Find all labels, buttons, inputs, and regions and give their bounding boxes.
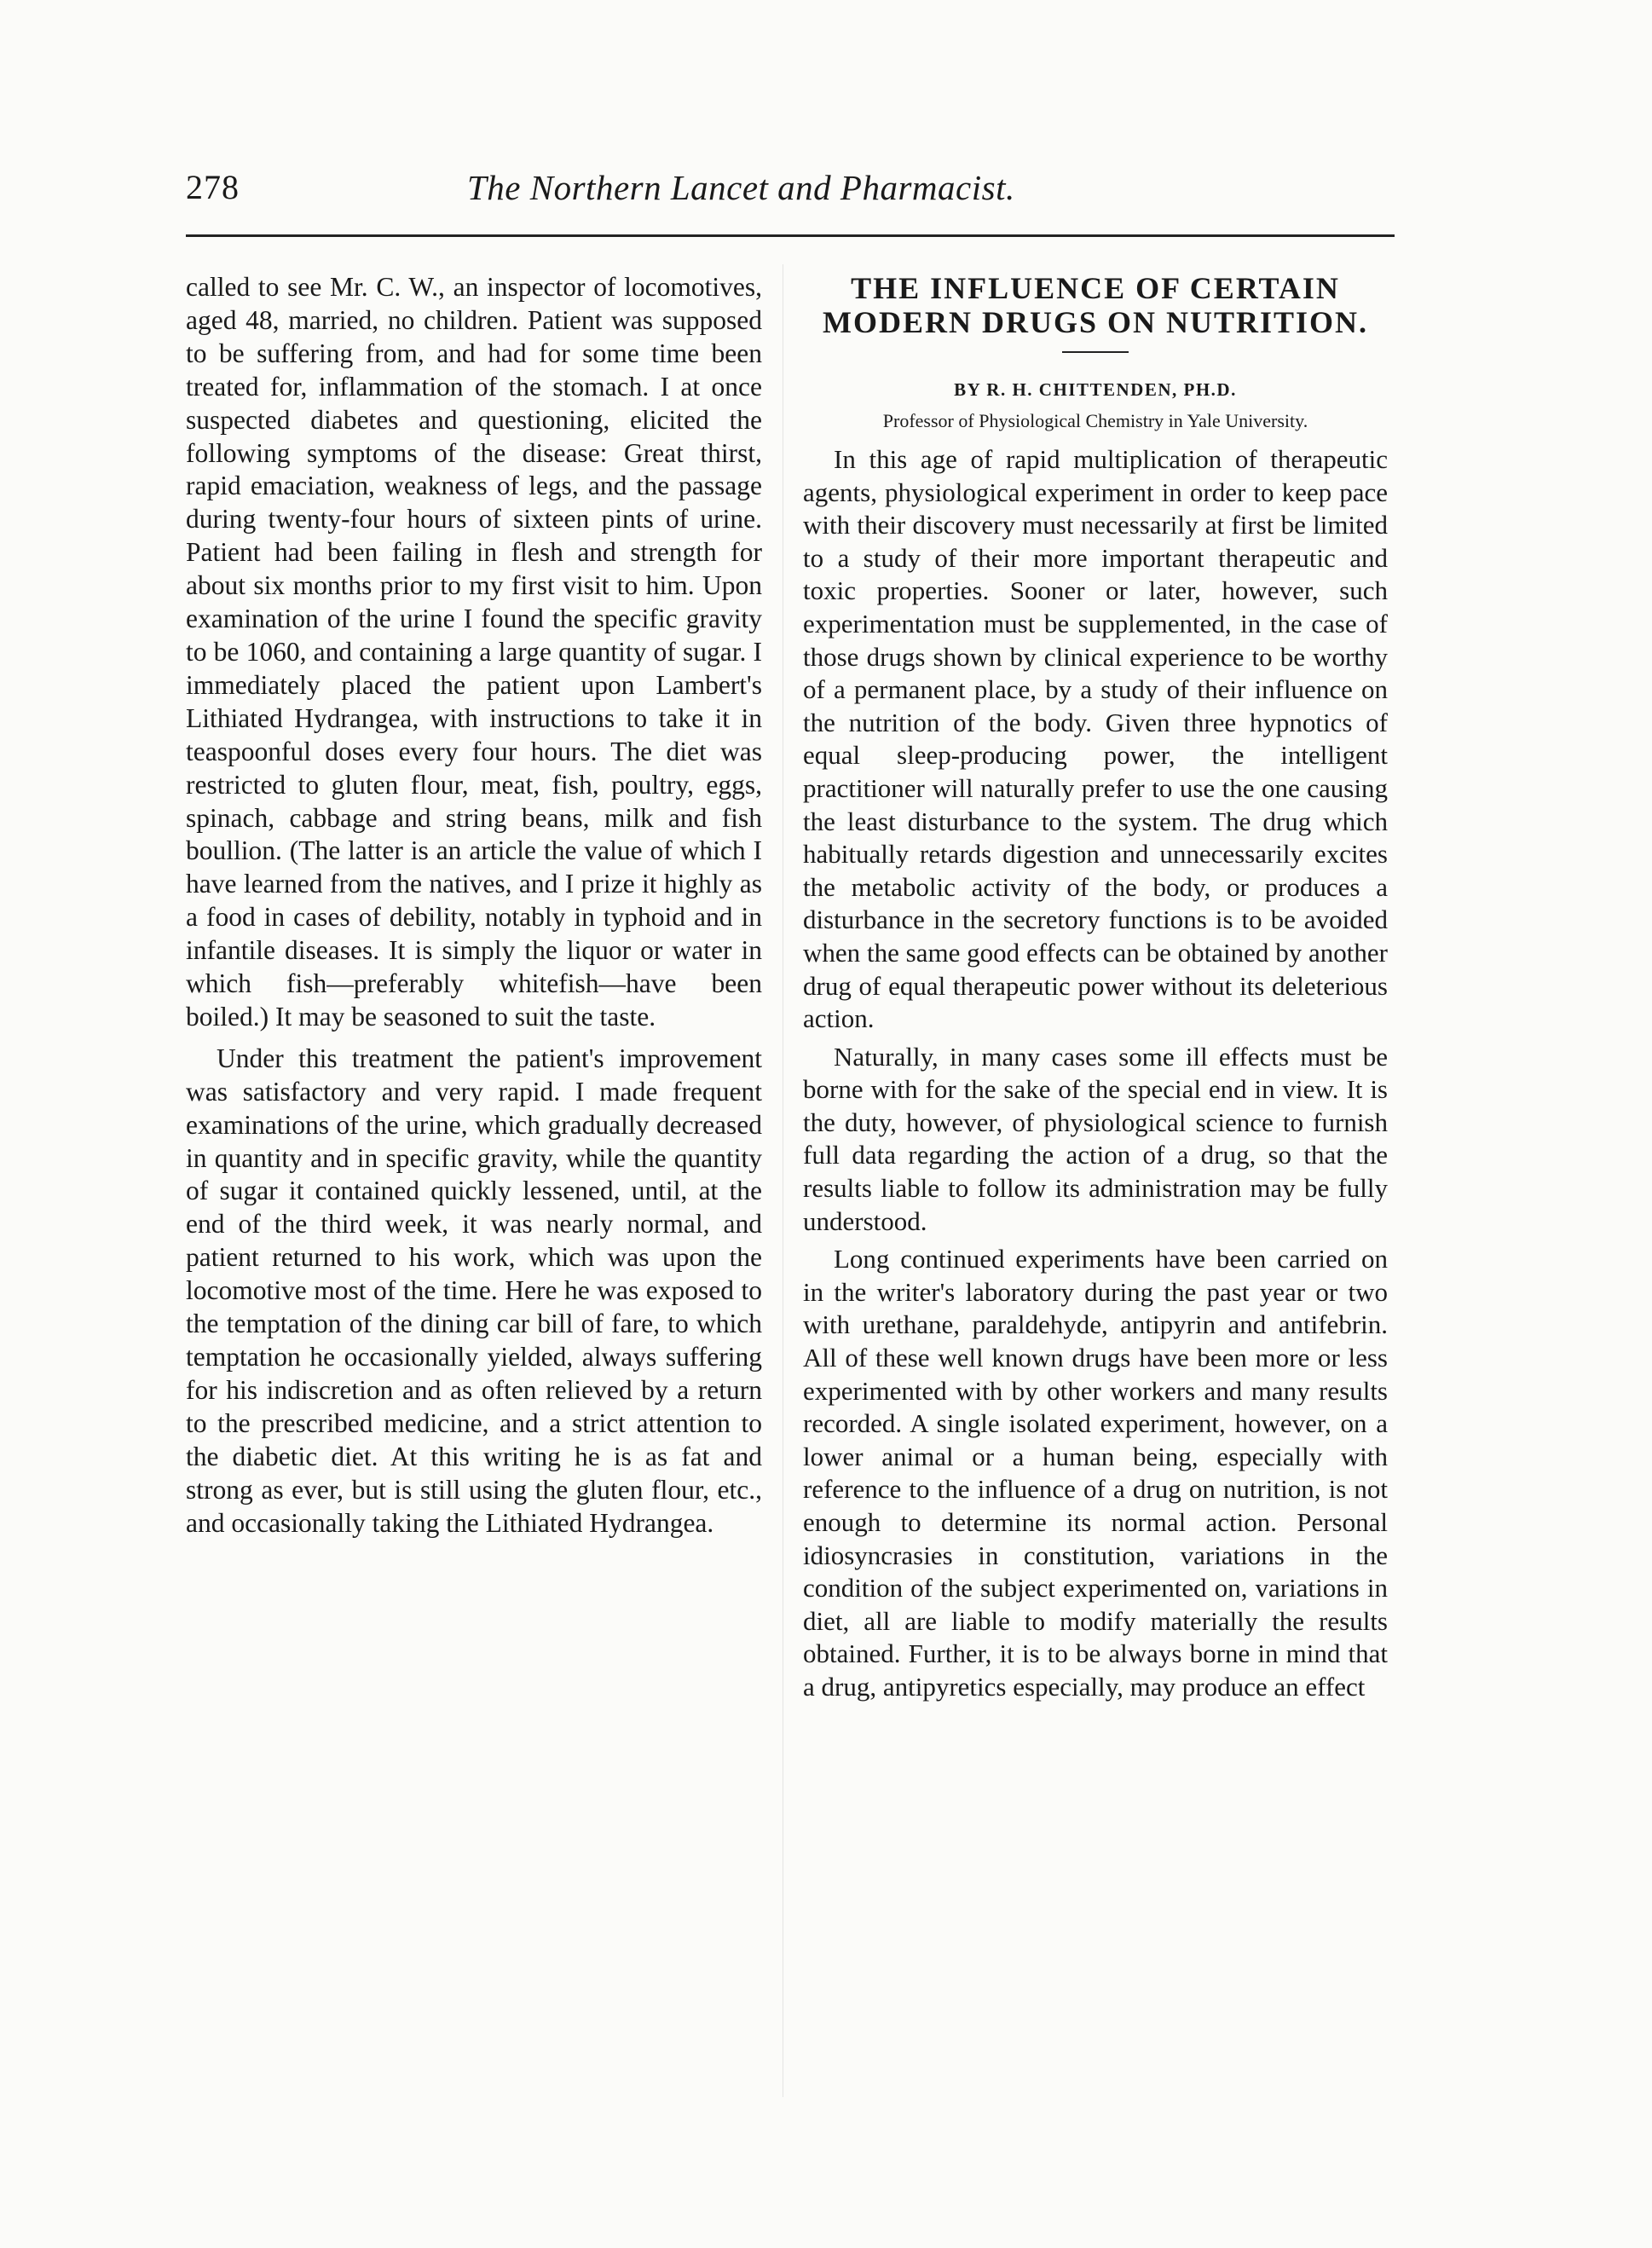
article-paragraph-3: Long continued experiments have been carried on in the writer's laboratory during the past year or two with urethane, paraldehyde, antipyrin and antifebrin. All of these well known drugs have been more or less experimented with by other workers and many results recorded. A single isolated experiment, however, on a lower animal or a human being, especially with reference to the influence of a drug on nutrition, is not enough to determine its normal action. Personal idiosyncrasies in constitution, variations in the condition of the subject experimented on, variations in diet, all are liable to modify materially the results obtained. Further, it is to be always borne in mind that a drug, antipyretics especially, may produce an effect bbox=[803, 1244, 1388, 1702]
left-paragraph-2: Under this treatment the patient's improvement was satisfactory and very rapid. I made frequent examinations of the urine, which gradually decreased in quantity and in specific gravity, while the quantity of sugar it contained quickly lessened, until, at the end of the third week, it was nearly normal, and patient returned to his work, which was upon the locomotive most of the time. Here he was exposed to the temptation of the dining car bill of fare, to which temptation he occasionally yielded, always suffering for his indiscretion and as often relieved by a return to the prescribed medicine, and a strict attention to the diabetic diet. At this writing he is as fat and strong as ever, but is still using the gluten flour, etc., and occasionally taking the Lithiated Hydrangea. bbox=[186, 1043, 762, 1538]
left-paragraph-1: called to see Mr. C. W., an inspector of locomotives, aged 48, married, no children. Patient was supposed to be suffering from, and had for some time been treated for, inflammation of the stomach. I at once suspected diabetes and questioning, elicited the following symptoms of the disease: Great thirst, rapid emaciation, weakness of legs, and the passage during twenty-four hours of sixteen pints of urine. Patient had been failing in flesh and strength for about six months prior to my first visit to him. Upon examination of the urine I found the specific gravity to be 1060, and containing a large quantity of sugar. I immediately placed the patient upon Lambert's Lithiated Hydrangea, with instructions to take it in teaspoonful doses every four hours. The diet was restricted to gluten flour, meat, fish, poultry, eggs, spinach, cabbage and string beans, milk and fish boullion. (The latter is an article the value of which I have learned from the natives, and I prize it highly as a food in cases of debility, notably in typhoid and in infantile diseases. It is simply the liquor or water in which fish—preferably whitefish—have been boiled.) It may be seasoned to suit the taste. bbox=[186, 272, 762, 1032]
running-header bbox=[186, 167, 1395, 218]
header-rule bbox=[186, 234, 1395, 237]
right-column bbox=[803, 271, 1388, 1704]
author-affiliation: Professor of Physiological Chemistry in Yale University. bbox=[882, 410, 1308, 431]
left-column bbox=[186, 271, 762, 1540]
page-number: 278 bbox=[186, 168, 240, 206]
article-paragraph-2: Naturally, in many cases some ill effects must be borne with for the sake of the special end in view. It is the duty, however, of physiological science to furnish full data regarding the action of a drug, so that the results liable to follow its administration may be fully understood. bbox=[803, 1041, 1388, 1236]
journal-title: The Northern Lancet and Pharmacist. bbox=[467, 168, 1015, 207]
article-paragraph-1: In this age of rapid multiplication of therapeutic agents, physiological experiment in order to keep pace with their discovery must necessarily at first be limited to a study of their more important therapeutic and toxic properties. Sooner or later, however, such experimentation must be supplemented, in the case of those drugs shown by clinical experience to be worthy of a permanent place, by a study of their influence on the nutrition of the body. Given three hypnotics of equal sleep-producing power, the intelligent practitioner will naturally prefer to use the one causing the least disturbance to the system. The drug which habitually retards digestion and unnecessarily excites the metabolic activity of the body, or produces a disturbance in the secretory functions is to be avoided when the same good effects can be obtained by another drug of equal therapeutic power without its deleterious action. bbox=[803, 444, 1388, 1034]
article-byline: BY R. H. CHITTENDEN, PH.D. bbox=[954, 379, 1237, 400]
article-title: THE INFLUENCE OF CERTAIN MODERN DRUGS ON NUTRITION. bbox=[822, 271, 1369, 339]
title-rule bbox=[1062, 351, 1129, 353]
